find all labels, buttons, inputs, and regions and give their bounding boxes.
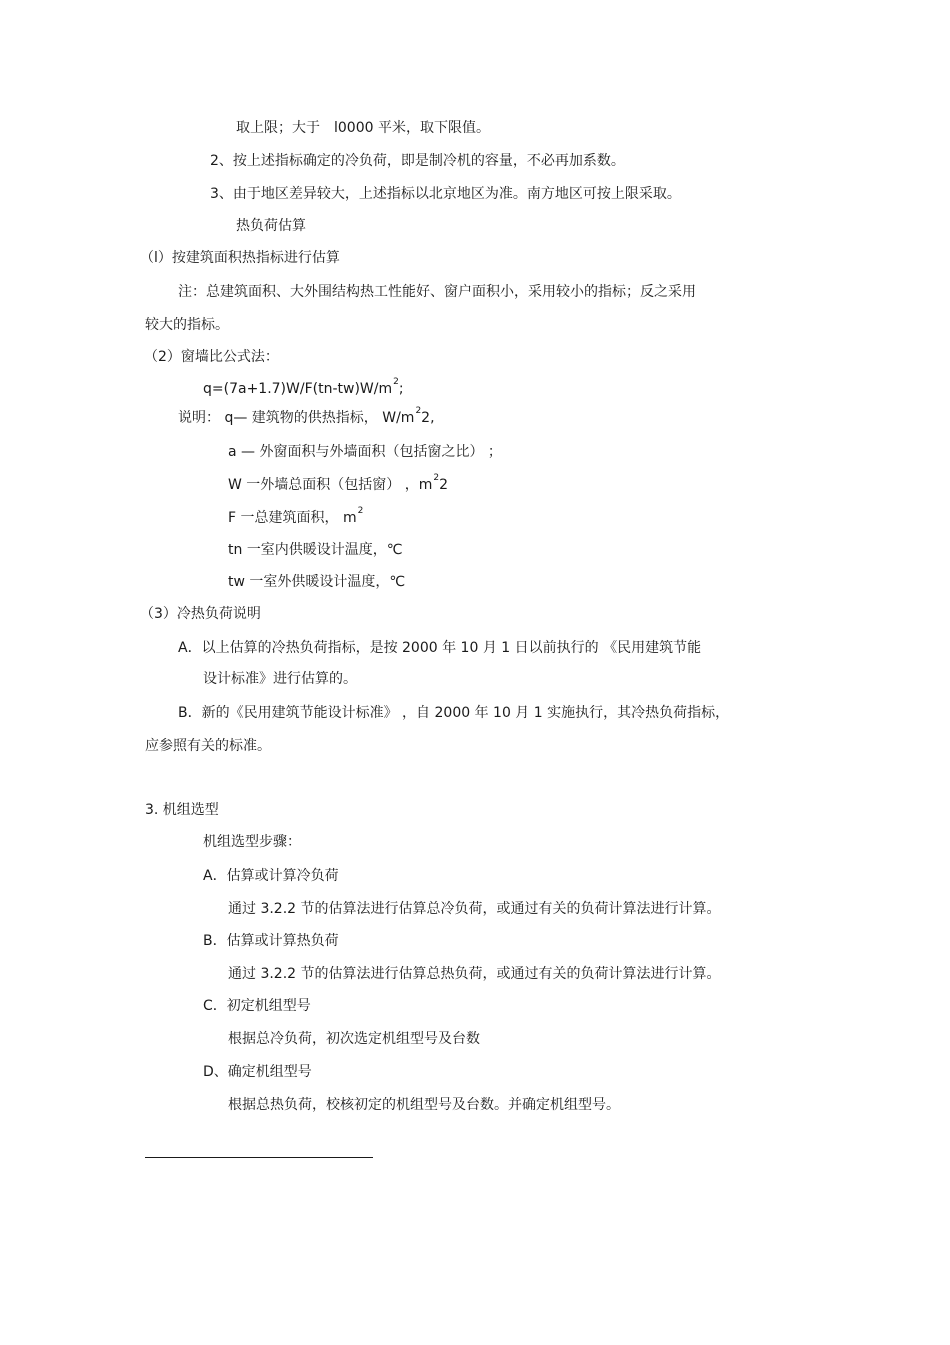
- text-line: [178, 704, 729, 722]
- text-line: [145, 737, 271, 755]
- line-text: 通过 3.2.2 节的估算法进行估算总热负荷，或通过有关的负荷计算法进行计算。: [228, 966, 721, 982]
- line-text: tw 一室外供暖设计温度，℃: [228, 574, 406, 590]
- text-line: [228, 900, 721, 918]
- line-text: 说明： q— 建筑物的供热指标， W/m: [178, 410, 415, 426]
- text-line: [228, 473, 449, 494]
- text-line: [145, 316, 229, 334]
- line-text: 取上限；大于 l0000 平米，取下限值。: [236, 120, 490, 136]
- text-line: [178, 406, 435, 427]
- line-text: 3、由于地区差异较大，上述指标以北京地区为准。南方地区可按上限采取。: [210, 186, 681, 202]
- text-line: [228, 965, 721, 983]
- line-text: tn 一室内供暖设计温度，℃: [228, 542, 403, 558]
- line-text: B．估算或计算热负荷: [203, 933, 339, 949]
- text-line: [228, 573, 405, 591]
- formula-line: [203, 377, 404, 398]
- line-text: 2、按上述指标确定的冷负荷，即是制冷机的容量，不必再加系数。: [210, 153, 625, 169]
- text-line: [203, 997, 311, 1015]
- line-text: （l）按建筑面积热指标进行估算: [140, 250, 340, 266]
- line-text: 通过 3.2.2 节的估算法进行估算总冷负荷，或通过有关的负荷计算法进行计算。: [228, 901, 721, 917]
- text-line: [203, 867, 339, 885]
- line-text: 热负荷估算: [236, 218, 306, 234]
- line-text: F 一总建筑面积， m: [228, 510, 357, 526]
- line-text: B．新的《民用建筑节能设计标准》 ，自 2000 年 10 月 1 实施执行，其冷热负荷指标，: [178, 705, 730, 721]
- superscript: 2: [415, 406, 422, 416]
- line-text: q=(7a+1.7)W/F(tn-tw)W/m: [203, 381, 393, 397]
- text-line: [178, 283, 696, 301]
- line-text: 较大的指标。: [145, 317, 229, 333]
- superscript: 2: [433, 473, 440, 483]
- text-line: [228, 1030, 480, 1048]
- text-line: [228, 541, 403, 559]
- line-text: a — 外窗面积与外墙面积（包括窗之比） ；: [228, 444, 502, 460]
- text-line: [140, 249, 340, 267]
- line-text: （3）冷热负荷说明: [140, 606, 261, 622]
- text-line: [203, 1063, 312, 1081]
- line-text: 注：总建筑面积、大外围结构热工性能好、窗户面积小，采用较小的指标；反之采用: [178, 284, 696, 300]
- text-line: [140, 605, 261, 623]
- line-tail: 2,: [421, 410, 435, 426]
- text-line: [228, 443, 502, 461]
- text-line: [203, 833, 301, 851]
- line-text: （2）窗墙比公式法：: [144, 349, 279, 365]
- line-text: 根据总冷负荷，初次选定机组型号及台数: [228, 1031, 480, 1047]
- superscript: 2: [357, 506, 364, 516]
- line-text: D、确定机组型号: [203, 1064, 312, 1080]
- section-heading: [145, 801, 219, 819]
- footnote-rule: [145, 1157, 373, 1158]
- text-line: [210, 185, 681, 203]
- section-heading: [236, 217, 306, 235]
- text-line: [203, 670, 357, 688]
- line-text: C．初定机组型号: [203, 998, 311, 1014]
- line-tail: 2: [439, 477, 449, 493]
- text-line: [228, 506, 364, 527]
- text-line: [203, 932, 339, 950]
- line-text: W 一外墙总面积（包括窗） ，m: [228, 477, 433, 493]
- line-tail: ;: [398, 381, 404, 397]
- text-line: [228, 1096, 620, 1114]
- line-text: 设计标准》进行估算的。: [203, 671, 357, 687]
- line-text: 应参照有关的标准。: [145, 738, 271, 754]
- line-text: 3. 机组选型: [145, 802, 219, 818]
- line-text: A．估算或计算冷负荷: [203, 868, 339, 884]
- line-text: A．以上估算的冷热负荷指标，是按 2000 年 10 月 1 日以前执行的 《民用建筑节能: [178, 640, 702, 656]
- superscript: 2: [393, 377, 399, 387]
- text-line: [210, 152, 625, 170]
- line-text: 根据总热负荷，校核初定的机组型号及台数。并确定机组型号。: [228, 1097, 620, 1113]
- text-line: [144, 348, 279, 366]
- line-text: 机组选型步骤：: [203, 834, 301, 850]
- text-line: [178, 639, 701, 657]
- text-line: [236, 119, 490, 137]
